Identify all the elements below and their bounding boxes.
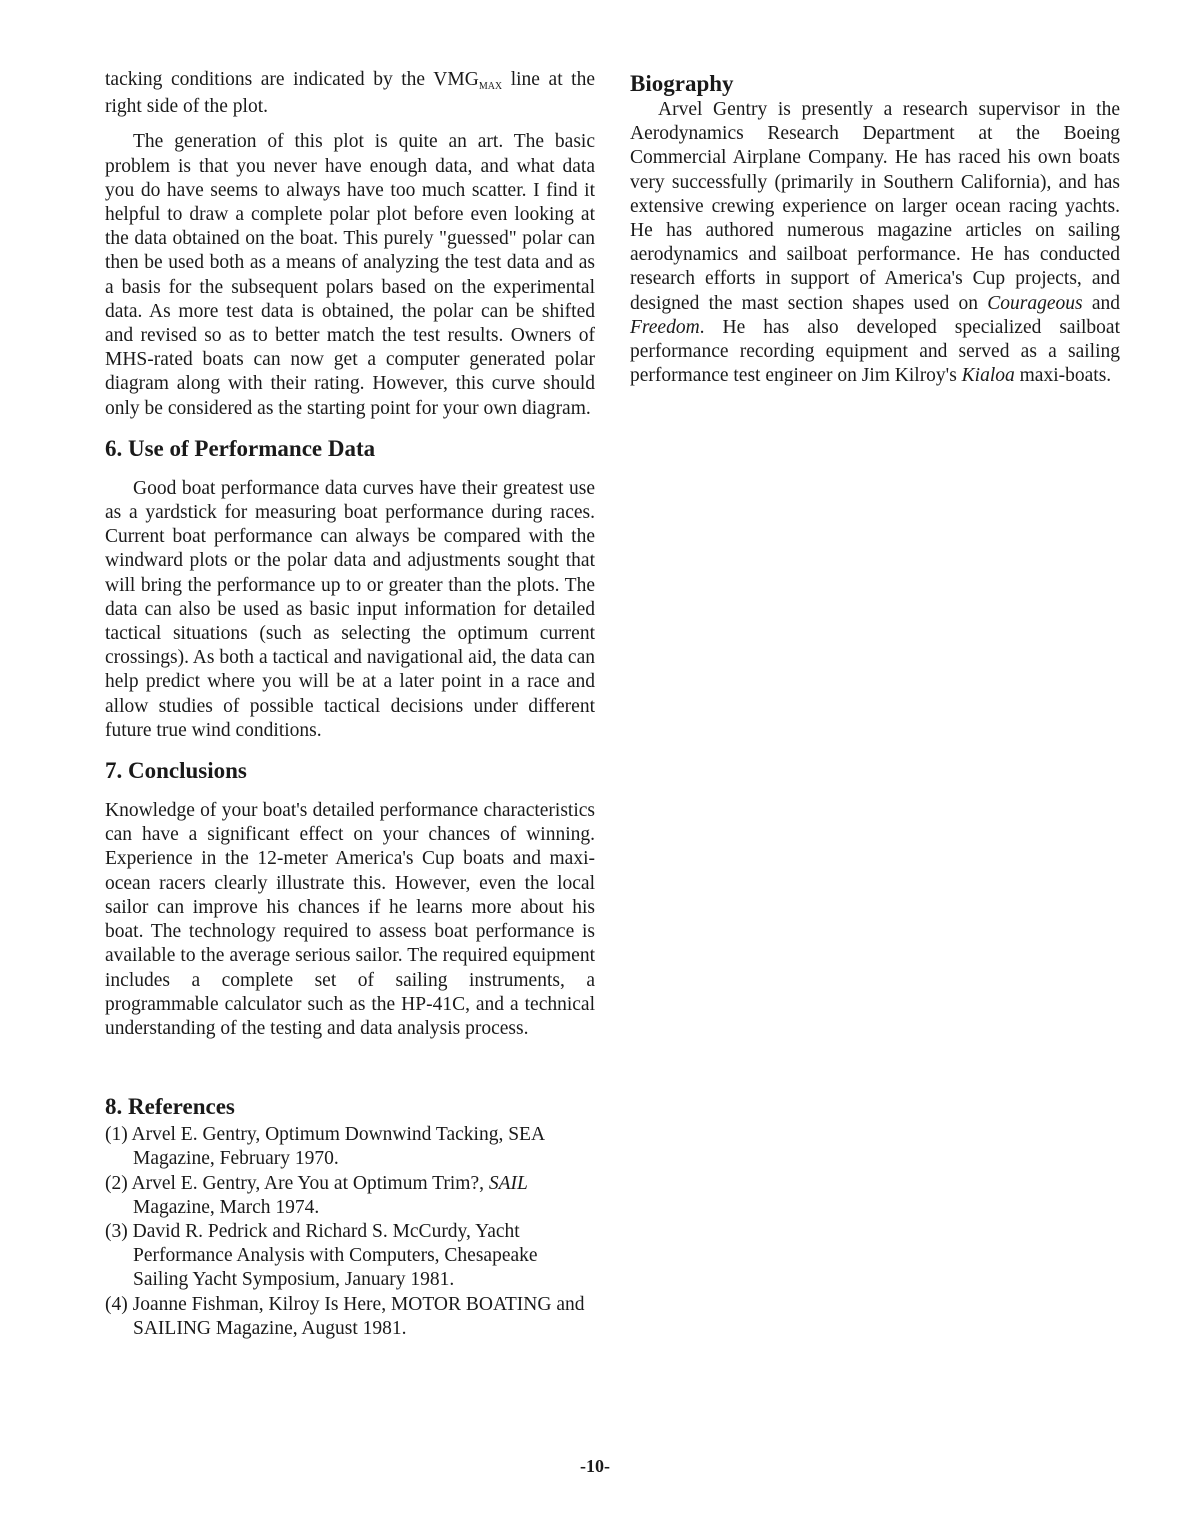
reference-text: (2) Arvel E. Gentry, Are You at Optimum Trim?, [105, 1172, 489, 1194]
paragraph-text: tacking conditions are indicated by the VMG [105, 69, 479, 90]
section-7-heading: 7. Conclusions [105, 758, 247, 784]
paragraph-text: line at the right side of the plot. [105, 69, 596, 118]
vmg-subscript: MAX [478, 81, 503, 92]
paragraph-polar-generation: The generation of this plot is quite an art. The basic problem is that you never have enough data, and what data you do have seems to always have too much scatter. I find it helpful to draw a complete polar plot before even looking at the data obtained on the boat. This purely "guessed" polar can then be used both as a means of analyzing the test data and as a basis for the subsequent polars based on the experimental data. As more test data is obtained, the polar can be shifted and revised so as to better match the test results. Owners of MHS-rated boats can now get a computer generated polar diagram along with their rating. However, this curve should only be considered as the starting point for your own diagram. [105, 131, 595, 419]
boat-name-courageous: Courageous [987, 292, 1083, 314]
biography-text: . He has also developed specialized sailboat performance recording equipment and served as a sailing performance test engineer on Jim Kilroy's [630, 316, 1120, 387]
reference-item-2 [105, 1172, 595, 1220]
right-column [630, 68, 1120, 388]
paragraph-vmg-continuation [105, 68, 595, 119]
reference-item-3: (3) David R. Pedrick and Richard S. McCurdy, Yacht Performance Analysis with Computers, Chesapeake Sailing Yacht Symposium, January 1981. [105, 1220, 538, 1291]
biography-text: and [1082, 292, 1121, 314]
section-8-heading: 8. References [105, 1094, 235, 1120]
page-number: -10- [580, 1456, 610, 1476]
reference-item-1: (1) Arvel E. Gentry, Optimum Downwind Tacking, SEA Magazine, February 1970. [105, 1124, 544, 1170]
reference-italic-title: SAIL [488, 1172, 528, 1194]
section-6-body: Good boat performance data curves have their greatest use as a yardstick for measuring boat performance during races. Current boat performance can always be compared with the windward plots or the polar data and adjustments sought that will bring the performance up to or greater than the plots. The data can also be used as basic input information for detailed tactical situations (such as selecting the optimum current crossings). As both a tactical and navigational aid, the data can help predict where you will be at a later point in a race and allow studies of possible tactical decisions under different future true wind conditions. [105, 477, 595, 741]
section-6-heading: 6. Use of Performance Data [105, 435, 376, 461]
reference-item-4: (4) Joanne Fishman, Kilroy Is Here, MOTOR BOATING and SAILING Magazine, August 1981. [105, 1293, 585, 1339]
left-column [105, 68, 595, 1341]
references-list [105, 1123, 595, 1341]
biography-text: Arvel Gentry is presently a research supervisor in the Aerodynamics Research Department at the Boeing Commercial Airplane Company. He has raced his own boats very successfully (primarily in Southern California), and has extensive crewing experience on larger ocean racing yachts. He has authored numerous magazine articles on sailing aerodynamics and sailboat performance. He has conducted research efforts in support of America's Cup projects, and designed the mast section shapes used on [630, 99, 1120, 314]
biography-body [630, 98, 1120, 388]
biography-heading: Biography [630, 71, 734, 96]
reference-text: Magazine, March 1974. [133, 1196, 320, 1218]
boat-name-freedom: Freedom [630, 316, 700, 338]
section-7-body: Knowledge of your boat's detailed performance characteristics can have a significant effect on your chances of winning. Experience in the 12-meter America's Cup boats and maxi-ocean racers clearly illustrate this. However, even the local sailor can improve his chances if he learns more about his boat. The technology required to assess boat performance is available to the average serious sailor. The required equipment includes a complete set of sailing instruments, a programmable calculator such as the HP-41C, and a technical understanding of the testing and data analysis process. [105, 800, 595, 1039]
boat-name-kialoa: Kialoa [961, 365, 1015, 387]
biography-text: maxi-boats. [1014, 365, 1112, 387]
